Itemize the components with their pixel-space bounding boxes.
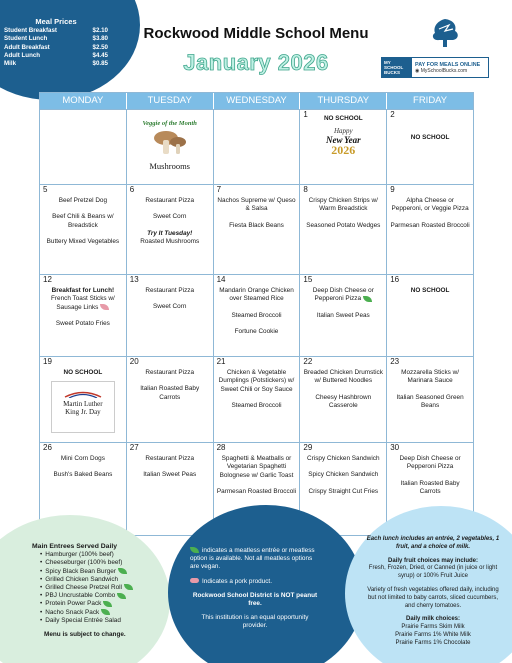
menu-item: Italian Sweet Peas	[316, 311, 370, 319]
entrees-title: Main Entrees Served Daily	[32, 543, 117, 550]
meatless-icon	[118, 568, 127, 574]
page-title: Rockwood Middle School Menu	[143, 25, 369, 42]
day-number: 19	[43, 357, 52, 366]
menu-item: Sweet Corn	[153, 213, 187, 221]
list-item: • Grilled Chicken Sandwich	[40, 576, 158, 584]
price-row: Student Breakfast $2.10	[4, 27, 108, 35]
calendar-cell-jan-13	[127, 275, 214, 356]
veggie-of-month-cell	[127, 110, 214, 184]
menu-item: Parmesan Roasted Broccoli	[390, 221, 470, 229]
menu-item: Italian Seasoned Green Beans	[396, 393, 464, 409]
calendar-week	[40, 274, 473, 356]
pay-online-text: PAY FOR MEALS ONLINE	[415, 61, 481, 68]
calendar-cell-jan-27	[127, 443, 214, 535]
price-row: Milk $0.85	[4, 60, 108, 68]
month-title: January 2026	[183, 50, 329, 75]
no-school-label: NO SCHOOL	[323, 115, 363, 122]
list-item: • Protein Power Pack	[40, 600, 158, 608]
no-school-label: NO SCHOOL	[410, 287, 450, 294]
menu-item: Sweet Potato Fries	[55, 319, 110, 327]
menu-item: Steamed Broccoli	[231, 401, 282, 409]
milk-item: Prairie Farms Skim Milk	[401, 624, 465, 631]
menu-item: Restaurant Pizza	[145, 455, 195, 462]
menu-item: French Toast Sticks w/ Sausage Links	[50, 295, 115, 311]
price-row: Student Lunch $3.80	[4, 35, 108, 43]
calendar-cell-jan-8	[300, 185, 387, 274]
menu-item: Restaurant Pizza	[145, 287, 195, 294]
price-row: Adult Lunch $4.45	[4, 51, 108, 59]
veggie-title: Veggie of the Month	[142, 120, 197, 127]
day-number: 27	[129, 443, 139, 452]
calendar-cell-jan-15	[300, 275, 387, 356]
calendar-cell-jan-7	[214, 185, 301, 274]
menu-item: Roasted Mushrooms	[140, 237, 200, 245]
main-entrees-list	[18, 543, 158, 639]
calendar-cell-jan-1	[300, 110, 387, 184]
menu-item: Crispy Chicken Strips w/ Warm Breadstick	[308, 197, 378, 213]
lunch-intro: Each lunch includes an entrée, 2 vegetables, 1 fruit, and a choice of milk.	[366, 536, 500, 550]
legend	[190, 547, 320, 637]
vegetable-text: Variety of fresh vegetables offered daily, including but not limited to baby carrots, sliced cucumbers, and cherry tomatoes.	[367, 586, 499, 609]
menu-item: Italian Roasted Baby Carrots	[400, 479, 460, 495]
list-item: • Nacho Snack Pack	[40, 609, 158, 617]
peanut-notice: Rockwood School District is NOT peanut free.	[192, 591, 318, 608]
pork-legend: Indicates a pork product.	[190, 578, 320, 586]
day-number: 1	[303, 110, 308, 119]
day-number: 12	[43, 275, 52, 284]
list-item: • Hamburger (100% beef)	[40, 551, 158, 559]
calendar-week	[40, 184, 473, 274]
day-number: 29	[303, 443, 313, 452]
calendar-cell-jan-21	[214, 357, 301, 442]
menu-item: Spaghetti & Meatballs or Vegetarian Spaghetti Bolognese w/ Garlic Toast	[219, 455, 294, 479]
meatless-icon	[101, 609, 110, 615]
meatless-icon	[117, 593, 126, 599]
list-item: • Cheeseburger (100% beef)	[40, 559, 158, 567]
pork-icon	[100, 304, 109, 310]
milk-item: Prairie Farms 1% Chocolate	[395, 639, 471, 646]
calendar-cell-empty	[40, 110, 127, 184]
list-item: • Grilled Cheese Pretzel Roll	[40, 584, 158, 592]
pork-icon	[190, 578, 199, 583]
calendar-week	[40, 109, 473, 184]
meatless-icon	[124, 584, 133, 590]
calendar-cell-jan-12	[40, 275, 127, 356]
menu-item: Mandarin Orange Chicken over Steamed Rice	[219, 287, 294, 303]
menu-item: Chicken & Vegetable Dumplings (Potstickers) w/ Sweet Chili or Soy Sauce	[218, 369, 295, 393]
myschoolbucks-logo: MY SCHOOL BUCKS	[382, 58, 412, 77]
menu-item: Fortune Cookie	[234, 327, 279, 335]
day-number: 23	[390, 357, 400, 366]
myschoolbucks-url[interactable]: ◉ MySchoolBucks.com	[415, 67, 468, 74]
calendar-cell-jan-9	[387, 185, 473, 274]
menu-calendar	[39, 92, 474, 536]
myschoolbucks-banner[interactable]	[381, 57, 489, 78]
day-header-wednesday: WEDNESDAY	[214, 93, 301, 109]
day-number: 2	[390, 110, 395, 119]
tree-logo-icon	[427, 17, 463, 49]
no-school-label: NO SCHOOL	[63, 369, 103, 376]
menu-item: Buttery Mixed Vegetables	[46, 237, 120, 245]
day-header-tuesday: TUESDAY	[127, 93, 214, 109]
menu-item: Crispy Chicken Sandwich	[307, 455, 380, 462]
calendar-cell-jan-22	[300, 357, 387, 442]
menu-item: Steamed Broccoli	[231, 311, 282, 319]
price-row: Adult Breakfast $2.50	[4, 43, 108, 51]
menu-item: Crispy Straight Cut Fries	[308, 487, 379, 495]
day-header-thursday: THURSDAY	[300, 93, 387, 109]
menu-item: Spicy Chicken Sandwich	[308, 471, 379, 479]
menu-item: Seasoned Potato Wedges	[306, 221, 381, 229]
calendar-week	[40, 356, 473, 442]
try-it-tuesday: Try It Tuesday!	[147, 229, 193, 237]
meatless-icon	[363, 296, 372, 302]
menu-item: Restaurant Pizza	[145, 197, 195, 204]
day-header-monday: MONDAY	[40, 93, 127, 109]
day-number: 20	[129, 357, 139, 366]
lunch-info	[365, 536, 501, 648]
menu-item: Breaded Chicken Drumstick w/ Buttered Noodles	[303, 369, 383, 385]
fruit-title: Daily fruit choices may include:	[387, 557, 479, 564]
day-number: 8	[303, 185, 308, 194]
day-number: 16	[390, 275, 400, 284]
calendar-cell-jan-6	[127, 185, 214, 274]
list-item: • PBJ Uncrustable Combo	[40, 592, 158, 600]
day-number: 15	[303, 275, 313, 284]
day-number: 6	[129, 185, 135, 194]
calendar-cell-jan-20	[127, 357, 214, 442]
equal-opportunity-notice: This institution is an equal opportunity provider.	[201, 614, 309, 630]
menu-item: Bush's Baked Beans	[53, 471, 113, 479]
day-number: 30	[390, 443, 400, 452]
day-number: 14	[216, 275, 226, 284]
day-number: 13	[129, 275, 139, 284]
veggie-name: Mushrooms	[149, 160, 190, 171]
calendar-cell-empty	[214, 110, 301, 184]
calendar-cell-jan-16	[387, 275, 473, 356]
menu-item: Cheesy Hashbrown Casserole	[315, 393, 372, 409]
menu-item: Beef Chili & Beans w/ Breadstick	[52, 213, 114, 229]
menu-item: Fiesta Black Beans	[229, 221, 284, 229]
day-number: 5	[43, 185, 48, 194]
menu-item: Restaurant Pizza	[145, 369, 195, 376]
mushroom-icon	[150, 128, 190, 158]
day-number: 7	[216, 185, 222, 194]
menu-item: Mini Corn Dogs	[60, 455, 105, 462]
meatless-icon	[190, 547, 199, 553]
day-number: 28	[216, 443, 226, 452]
menu-item: Nachos Supreme w/ Queso & Salsa	[217, 197, 296, 213]
calendar-cell-jan-14	[214, 275, 301, 356]
globe-icon: ◉	[415, 67, 421, 74]
menu-item: Italian Sweet Peas	[143, 471, 197, 479]
calendar-cell-jan-23	[387, 357, 473, 442]
calendar-cell-jan-19	[40, 357, 127, 442]
day-header-friday: FRIDAY	[413, 95, 448, 106]
breakfast-for-lunch: Breakfast for Lunch!	[51, 287, 115, 294]
meatless-icon	[103, 601, 112, 607]
menu-item: Alpha Cheese or Pepperoni, or Veggie Pizza	[391, 197, 469, 213]
meal-prices-title: Meal Prices	[35, 17, 77, 26]
calendar-header	[40, 93, 473, 109]
fruit-text: Fresh, Frozen, Dried, or Canned (in juice or light syrup) or 100% Fruit Juice	[368, 565, 498, 580]
no-school-label: NO SCHOOL	[410, 134, 450, 141]
day-number: 21	[216, 357, 226, 366]
milk-title: Daily milk choices:	[405, 616, 461, 623]
day-number: 26	[43, 443, 52, 452]
calendar-cell-jan-2	[387, 110, 473, 184]
milk-item: Prairie Farms 1% White Milk	[395, 631, 471, 638]
mlk-day-graphic: Martin Luther King Jr. Day	[51, 381, 115, 433]
menu-item: Deep Dish Cheese or Pepperoni Pizza	[312, 287, 374, 303]
day-number: 9	[390, 185, 395, 194]
flag-stripes-icon	[63, 390, 103, 398]
day-number: 22	[303, 357, 313, 366]
new-year-graphic: Happy New Year 2026	[325, 127, 361, 158]
menu-item: Beef Pretzel Dog	[58, 197, 108, 204]
menu-item: Italian Roasted Baby Carrots	[140, 385, 200, 401]
menu-item: Mozzarella Sticks w/ Marinara Sauce	[401, 369, 460, 385]
menu-item: Deep Dish Cheese or Pepperoni Pizza	[399, 455, 461, 471]
calendar-cell-jan-5	[40, 185, 127, 274]
menu-item: Sweet Corn	[153, 303, 187, 311]
list-item: • Spicy Black Bean Burger	[40, 568, 158, 576]
list-item: • Daily Special Entrée Salad	[40, 617, 158, 625]
menu-change-note: Menu is subject to change.	[44, 631, 126, 639]
meatless-legend: indicates a meatless entrée or meatless option is available. Not all meatless options are vegan.	[190, 547, 315, 571]
menu-item: Parmesan Roasted Broccoli	[216, 487, 297, 495]
